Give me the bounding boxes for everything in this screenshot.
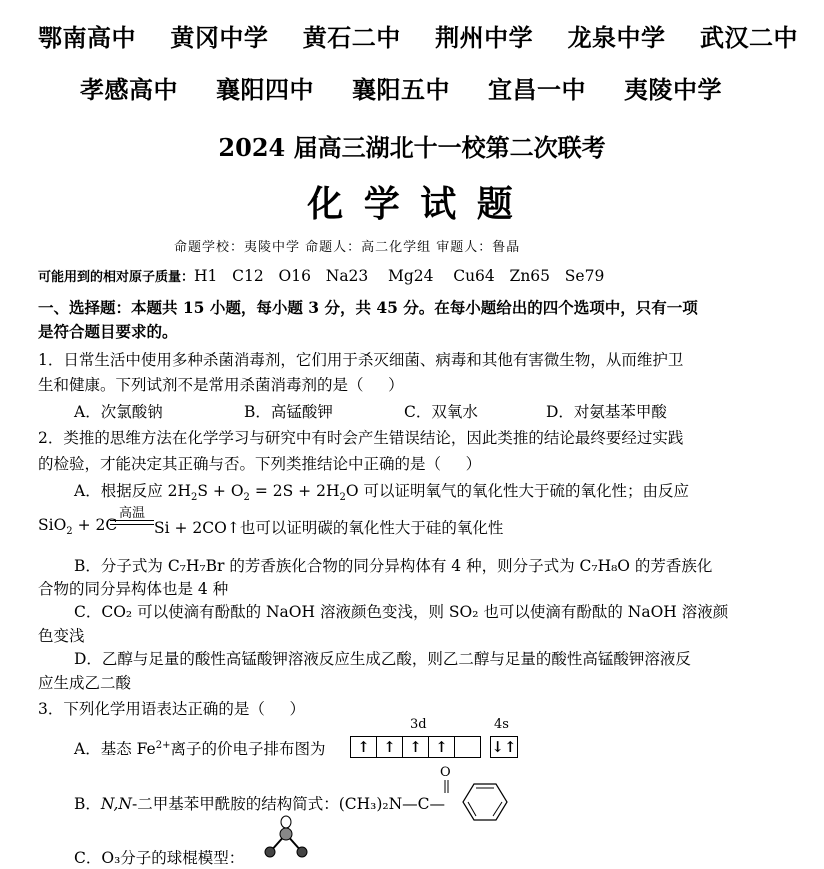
benzene-ring-icon (462, 782, 508, 822)
q2-option-d-line2: 应生成乙二酸 (38, 674, 132, 692)
q1-option-a: A．次氯酸钠 (74, 403, 163, 421)
atomic-masses-label: 可能用到的相对原子质量： (38, 270, 195, 285)
reaction-arrow-double-line (110, 520, 154, 525)
q2-option-c-line2: 色变浅 (38, 627, 85, 645)
school-name: 宜昌一中 (488, 76, 586, 104)
exam-title: 2024 届高三湖北十一校第二次联考 (218, 133, 606, 162)
school-name: 荆州中学 (435, 24, 534, 52)
q3-option-c: C．O₃分子的球棍模型： (74, 849, 245, 867)
carbonyl-double-bond (440, 780, 454, 794)
gas-up-arrow-icon: ↑ (226, 519, 240, 537)
orbital-3d-label: 3d (410, 717, 427, 732)
q1-stem-line1: 1．日常生活中使用多种杀菌消毒剂，它们用于杀灭细菌、病毒和其他有害微生物，从而维护卫 (38, 351, 684, 369)
q2-option-a-equation-right: Si + 2CO↑也可以证明碳的氧化性大于硅的氧化性 (154, 519, 504, 537)
q2-stem-line2: 的检验，才能决定其正确与否。下列类推结论中正确的是（ ） (38, 455, 482, 473)
schools-row-2 (80, 70, 722, 105)
authors-line: 命题学校：夷陵中学 命题人：高二化学组 审题人：鲁晶 (174, 240, 521, 255)
q3-option-b: B．N,N-二甲基苯甲酰胺的结构简式：(CH₃)₂N—C— (74, 795, 446, 813)
atomic-masses-values: H1 C12 O16 Na23 Mg24 Cu64 Zn65 Se79 (194, 267, 605, 285)
q1-option-d: D．对氨基苯甲酸 (546, 403, 667, 421)
q1-option-b: B．高锰酸钾 (244, 403, 333, 421)
school-name: 龙泉中学 (567, 24, 666, 52)
q2-option-a-equation: SiO$_2$ + 2C (38, 516, 118, 538)
carbonyl-oxygen: O (440, 765, 451, 780)
q2-option-c-line1: C．CO₂ 可以使滴有酚酞的 NaOH 溶液颜色变浅，则 SO₂ 也可以使滴有酚酞的 NaOH 溶液颜 (74, 603, 729, 621)
q2-option-b-line1: B．分子式为 C₇H₇Br 的芳香族化合物的同分异构体有 4 种，则分子式为 C₇H₈O 的芳香族化 (74, 557, 713, 575)
q1-option-c: C．双氧水 (404, 403, 478, 421)
schools-row-1 (38, 18, 798, 53)
orbital-diagram-4s: ↓↑ (491, 738, 517, 756)
q2-stem-line1: 2．类推的思维方法在化学学习与研究中有时会产生错误结论，因此类推的结论最终要经过实践 (38, 429, 684, 447)
q2-option-a-line1: A．根据反应 $2H_2S + O_2 = 2S + 2H_2O$ 可以证明氧气的氧化性大于硫的氧化性；由反应 (74, 482, 689, 504)
school-name: 襄阳五中 (352, 76, 450, 104)
school-name: 孝感高中 (80, 76, 178, 104)
school-name: 鄂南高中 (38, 24, 136, 52)
q2-option-d-line1: D．乙醇与足量的酸性高锰酸钾溶液反应生成乙酸，则乙二醇与足量的酸性高锰酸钾溶液反 (74, 650, 691, 668)
q3-option-a: A．基态 $Fe^{2+}$离子的价电子排布图为 (74, 739, 326, 758)
school-name: 武汉二中 (699, 24, 798, 52)
school-name: 黄冈中学 (170, 24, 269, 52)
reaction-condition: 高温 (118, 506, 145, 521)
school-name: 襄阳四中 (216, 76, 314, 104)
section-heading-line1: 一、选择题：本题共 15 小题，每小题 3 分，共 45 分。在每小题给出的四个选项中，只有一项 (38, 298, 698, 317)
school-name: 夷陵中学 (624, 76, 722, 104)
orbital-cell: ↑ (429, 737, 455, 757)
section-heading-line2: 是符合题目要求的。 (38, 322, 178, 341)
q3-stem: 3．下列化学用语表达正确的是（ ） (38, 700, 305, 718)
ozone-ball-stick-model-icon (262, 812, 310, 862)
orbital-cell: ↑ (377, 737, 403, 757)
orbital-4s-label: 4s (494, 717, 509, 732)
school-name: 黄石二中 (302, 24, 401, 52)
orbital-cell: ↑ (403, 737, 429, 757)
q1-stem-line2: 生和健康。下列试剂不是常用杀菌消毒剂的是（ ） (38, 376, 404, 394)
orbital-diagram-3d (350, 736, 481, 758)
orbital-cell (455, 737, 480, 757)
subject-title: 化 学 试 题 (307, 183, 517, 225)
orbital-cell: ↑ (351, 737, 377, 757)
atomic-masses (38, 266, 604, 285)
q2-option-b-line2: 合物的同分异构体也是 4 种 (38, 580, 229, 598)
